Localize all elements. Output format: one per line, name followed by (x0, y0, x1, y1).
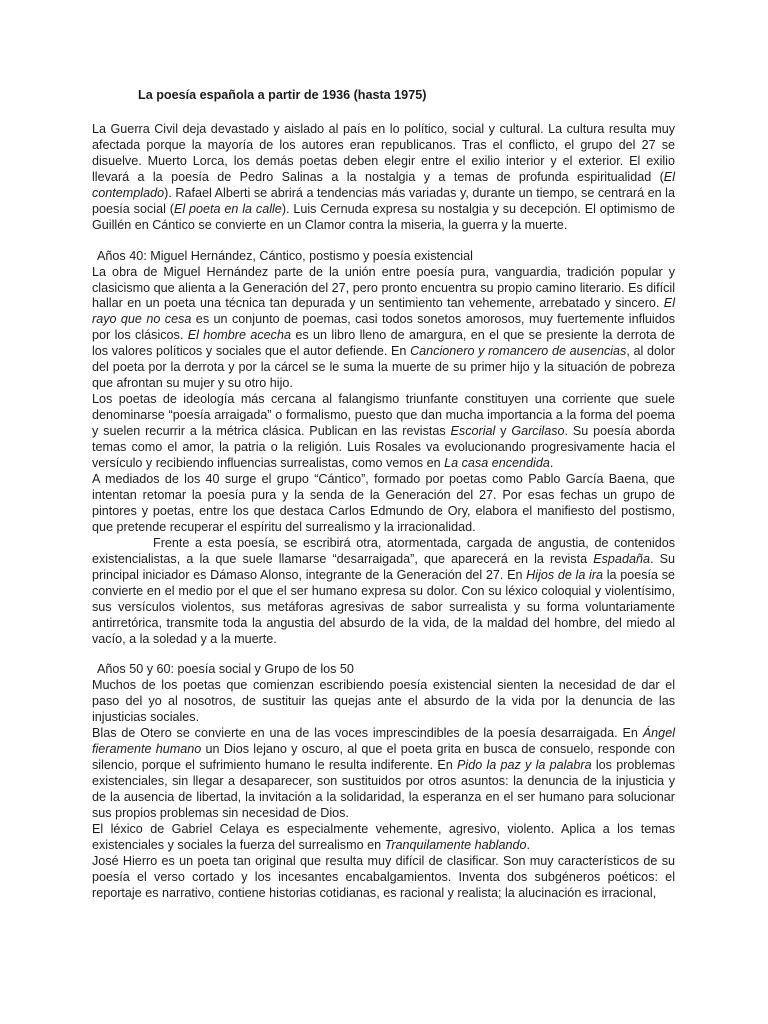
paragraph-text: . (526, 837, 530, 852)
italic-title-text: Tranquilamente hablando (384, 837, 527, 852)
paragraph-text: La Guerra Civil deja devastado y aislado al país en lo político, social y cultural. La cultura resulta muy afectada porque la mayoría de los autores eran republicanos. Tras el conflicto, el grupo del 27 se disuelve. Muerto Lorca, los demás poetas deben elegir entre el exilio interior y el exterior. El exilio llevará a la poesía de Pedro Salinas a la nostalgia y a temas de profunda espiritualidad ( (92, 121, 675, 184)
paragraph-text: Blas de Otero se convierte en una de las voces imprescindibles de la poesía desarraigada. En (92, 726, 643, 741)
paragraph-text: José Hierro es un poeta tan original que resulta muy difícil de clasificar. Son muy característicos de su poesía el verso cortado y los incesantes encabalgamientos. Inventa dos subgéneros poéticos: el reportaje es narrativo, contiene historias cotidianas, es racional y realista; la alucinación es irracional, (92, 853, 675, 900)
intro-paragraph (92, 122, 675, 234)
italic-title-text: Garcilaso (511, 424, 565, 439)
italic-title-text: El rayo que no cesa (92, 296, 675, 327)
document-title: La poesía española a partir de 1936 (hasta 1975) (138, 88, 427, 102)
document-page (92, 88, 675, 902)
italic-title-text: Cancionero y romancero de ausencias (410, 344, 627, 359)
italic-title-text: Escorial (450, 424, 496, 439)
paragraph-text: Los poetas de ideología más cercana al falangismo triunfante constituyen una corriente que suele denominarse “poesía arraigada” o formalismo, puesto que dan mucha importancia a la forma del poema y suelen recurrir a la métrica clásica. Publican en las revistas (92, 392, 675, 439)
paragraph-text: es un conjunto de poemas, casi todos sonetos amorosos, muy fuertemente influidos por los clásicos. (92, 312, 675, 343)
paragraph-text: . Su poesía aborda temas como el amor, la patria o la religión. Luis Rosales va evolucionando progresivamente hacia el versículo y recibiendo influencias surrealistas, como vemos en (92, 424, 675, 471)
section-heading-40s: Años 40: Miguel Hernández, Cántico, postismo y poesía existencial (97, 248, 473, 263)
paragraph-text: . Su principal iniciador es Dámaso Alonso, integrante de la Generación del 27. En (92, 551, 675, 582)
italic-title-text: Ángel fieramente humano (92, 726, 675, 757)
paragraph-text: La obra de Miguel Hernández parte de la unión entre poesía pura, vanguardia, tradición popular y clasicismo que alienta a la Generación del 27, pero pronto encuentra su propio camino literario. Es difícil hallar en un poeta una técnica tan depurada y un sentimiento tan vehemente, arrebatado y sincero. (92, 264, 675, 311)
italic-title-text: Hijos de la ira (526, 567, 604, 582)
paragraph-text: Muchos de los poetas que comienzan escribiendo poesía existencial sienten la necesidad de dar el paso del yo al nosotros, de sustituir las quejas ante el absurdo de la vida por la denuncia de las injusticias sociales. (92, 678, 675, 725)
paragraph-text: Frente a esta poesía, se escribirá otra, atormentada, cargada de angustia, de contenidos existencialistas, a la que suele llamarse “desarraigada”, que aparecerá en la revista (92, 535, 675, 566)
paragraph-text: ). Luis Cernuda expresa su nostalgia y su decepción. El optimismo de Guillén en Cántico se convierte en un Clamor contra la miseria, la guerra y la muerte. (92, 201, 676, 232)
paragraph-jose-hierro (92, 854, 675, 902)
paragraph-poesia-desarraigada (92, 536, 675, 648)
italic-title-text: El hombre acecha (187, 328, 291, 343)
italic-title-text: El contemplado (92, 169, 675, 200)
paragraph-miguel-hernandez (92, 265, 675, 393)
paragraph-text: . (549, 456, 554, 471)
paragraph-text: un Dios lejano y oscuro, al que el poeta grita en busca de consuelo, responde con silencio, porque el sufrimiento humano le resulta indiferente. En (92, 742, 675, 773)
paragraph-text: y (495, 424, 512, 439)
italic-title-text: El poeta en la calle (173, 201, 282, 216)
paragraph-text: la poesía se convierte en el medio por el que el ser humano expresa su dolor. Con su léxico coloquial y violentísimo, sus versículos violentos, sus metáforas agresivas de sabor surrealista y su forma voluntariamente antirretórica, transmite toda la angustia del absurdo de la vida, de la maldad del hombre, del miedo al vacío, a la soledad y a la muerte. (92, 567, 675, 646)
paragraph-text: los problemas existenciales, sin llegar a desaparecer, son sustituidos por otros asuntos: la denuncia de la injusticia y de la ausencia de libertad, la invitación a la solidaridad, la esperanza en el ser humano para solucionar sus propios problemas sin necesidad de Dios. (92, 758, 675, 821)
paragraph-grupo-cantico (92, 472, 675, 536)
paragraph-gabriel-celaya (92, 822, 675, 854)
paragraph-text: El léxico de Gabriel Celaya es especialmente vehemente, agresivo, violento. Aplica a los temas existenciales y sociales la fuerza del surrealismo en (92, 821, 675, 852)
italic-title-text: Pido la paz y la palabra (457, 758, 592, 773)
section-heading-50s-60s: Años 50 y 60: poesía social y Grupo de los 50 (97, 662, 354, 677)
paragraph-poesia-arraigada (92, 392, 675, 472)
paragraph-text: A mediados de los 40 surge el grupo “Cántico”, formado por poetas como Pablo García Baena, que intentan retomar la poesía pura y la senda de la Generación del 27. Por esas fechas un grupo de pintores y poetas, entre los que destaca Carlos Edmundo de Ory, elabora el manifiesto del postismo, que pretende recuperar el espíritu del surrealismo y la irracionalidad. (92, 471, 675, 534)
paragraph-text: ). Rafael Alberti se abrirá a tendencias más variadas y, durante un tiempo, se centrará en la poesía social ( (92, 185, 675, 216)
paragraph-text: , al dolor del poeta por la derrota y por la cárcel se le suma la muerte de su primer hijo y la situación de pobreza que afrontan su mujer y su otro hijo. (92, 344, 675, 391)
paragraph-blas-de-otero (92, 726, 675, 822)
paragraph-text: es un libro lleno de amargura, en el que se presiente la derrota de los valores políticos y sociales que el autor defiende. En (92, 328, 675, 359)
italic-title-text: La casa encendida (444, 456, 550, 471)
paragraph-poesia-social (92, 678, 675, 726)
italic-title-text: Espadaña (593, 551, 650, 566)
